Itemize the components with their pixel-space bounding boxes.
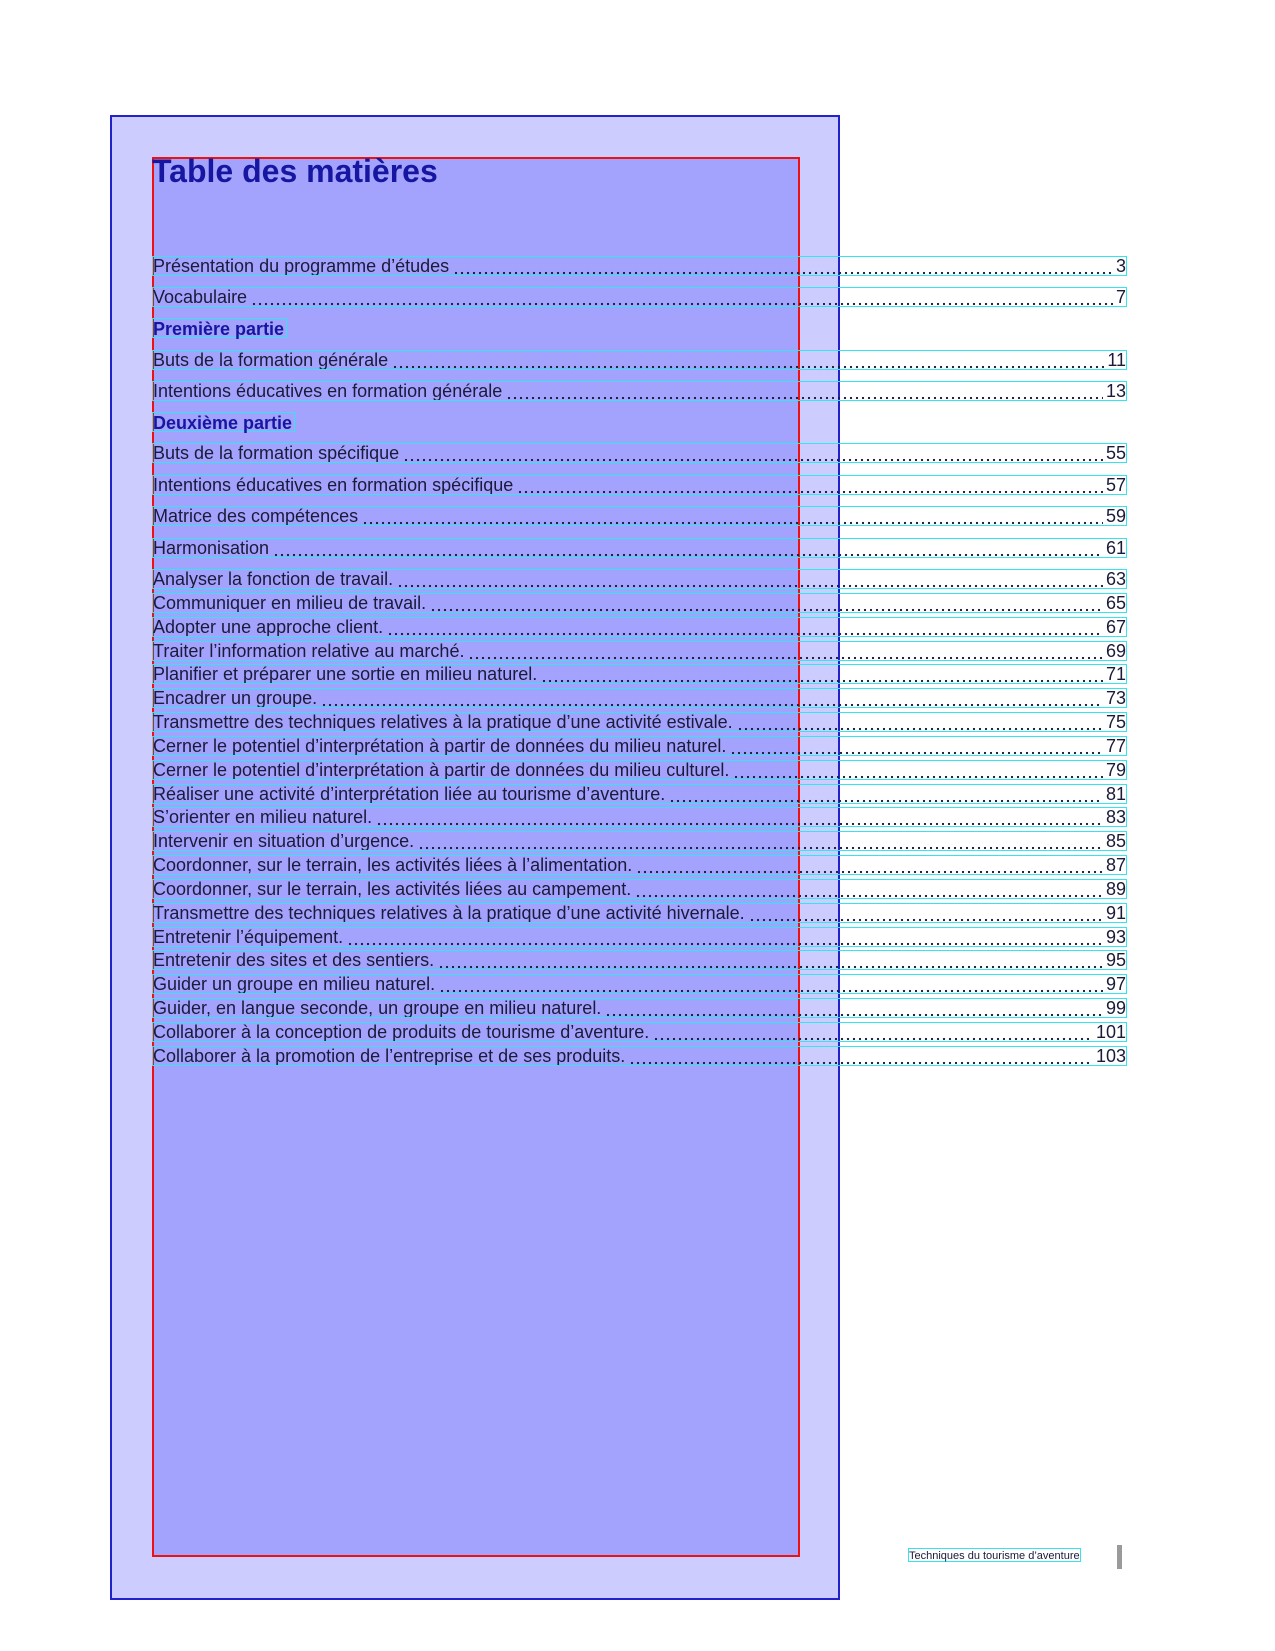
dot-leader [392,351,1104,369]
toc-entry-competency[interactable] [152,1022,1127,1042]
toc-entry-label: Harmonisation [153,538,270,558]
toc-heading-part-2: Deuxième partie [152,412,295,432]
toc-entry-label: Adopter une approche client. [153,617,384,637]
toc-entry-label: Coordonner, sur le terrain, les activités liées au campement. [153,879,632,899]
toc-entry-label: Vocabulaire [153,287,248,307]
toc-entry-page: 77 [1105,736,1126,756]
toc-entry-competency[interactable] [152,927,1127,947]
toc-entry-buts-formation-generale[interactable] [152,350,1127,370]
toc-entry-label: Entretenir l’équipement. [153,927,344,947]
dot-leader [517,476,1103,494]
toc-entry-label: Coordonner, sur le terrain, les activités liées à l’alimentation. [153,855,633,875]
dot-leader [403,444,1103,462]
toc-entry-page: 95 [1105,950,1126,970]
page-title: Table des matières [152,153,438,189]
toc-entry-page: 91 [1105,903,1126,923]
toc-entry-label: Matrice des compétences [153,506,359,526]
toc-entry-competency[interactable] [152,688,1127,708]
toc-entry-label: S’orienter en milieu naturel. [153,807,373,827]
toc-entry-page: 103 [1095,1046,1126,1066]
toc-entry-page: 55 [1105,443,1126,463]
toc-entry-competency[interactable] [152,664,1127,684]
toc-entry-competency[interactable] [152,593,1127,613]
toc-entry-label: Guider un groupe en milieu naturel. [153,974,436,994]
toc-entry-page: 59 [1105,506,1126,526]
dot-leader [347,928,1103,946]
dot-leader [629,1047,1093,1065]
dot-leader [397,570,1103,588]
toc-entry-page: 99 [1105,998,1126,1018]
toc-entry-label: Cerner le potentiel d’interprétation à partir de données du milieu naturel. [153,736,727,756]
dot-leader [321,689,1103,707]
toc-entry-page: 93 [1105,927,1126,947]
toc-entry-harmonisation[interactable] [152,538,1127,558]
toc-entry-label: Présentation du programme d’études [153,256,450,276]
toc-entry-label: Buts de la formation générale [153,350,389,370]
toc-entry-competency[interactable] [152,736,1127,756]
dot-leader [418,832,1103,850]
toc-entry-page: 67 [1105,617,1126,637]
toc-entry-label: Guider, en langue seconde, un groupe en milieu naturel. [153,998,602,1018]
dot-leader [273,539,1103,557]
toc-entry-competency[interactable] [152,950,1127,970]
dot-leader [653,1023,1093,1041]
dot-leader [430,594,1103,612]
toc-entry-page: 97 [1105,974,1126,994]
dot-leader [439,975,1103,993]
dot-leader [376,808,1103,826]
toc-entry-page: 87 [1105,855,1126,875]
toc-entry-label: Planifier et préparer une sortie en milieu naturel. [153,664,538,684]
toc-entry-label: Transmettre des techniques relatives à la pratique d’une activité estivale. [153,712,733,732]
toc-entry-competency[interactable] [152,855,1127,875]
toc-entry-competency[interactable] [152,784,1127,804]
toc-entry-competency[interactable] [152,641,1127,661]
dot-leader [636,856,1103,874]
toc-entry-label: Intentions éducatives en formation spécifique [153,475,514,495]
toc-entry-competency[interactable] [152,974,1127,994]
toc-entry-label: Intentions éducatives en formation générale [153,381,503,401]
running-footer: Techniques du tourisme d’aventure [909,1550,1080,1562]
toc-entry-label: Réaliser une activité d’interprétation liée au tourisme d’aventure. [153,784,666,804]
toc-entry-intentions-formation-specifique[interactable] [152,475,1127,495]
dot-leader [733,761,1103,779]
toc-entry-presentation[interactable] [152,256,1127,276]
toc-entry-label: Collaborer à la conception de produits de tourisme d’aventure. [153,1022,650,1042]
toc-entry-vocabulaire[interactable] [152,287,1127,307]
toc-entry-page: 61 [1105,538,1126,558]
toc-entry-label: Collaborer à la promotion de l’entreprise et de ses produits. [153,1046,626,1066]
toc-entry-competency[interactable] [152,903,1127,923]
toc-entry-label: Transmettre des techniques relatives à la pratique d’une activité hivernale. [153,903,745,923]
toc-heading-part-1: Première partie [152,318,287,338]
toc-entry-page: 75 [1105,712,1126,732]
toc-entry-page: 13 [1105,381,1126,401]
toc-entry-label: Entretenir des sites et des sentiers. [153,950,435,970]
dot-leader [669,785,1103,803]
dot-leader [635,880,1103,898]
toc-entry-page: 69 [1105,641,1126,661]
toc-entry-competency[interactable] [152,879,1127,899]
toc-entry-intentions-formation-generale[interactable] [152,381,1127,401]
dot-leader [737,713,1103,731]
toc-entry-competency[interactable] [152,807,1127,827]
dot-leader [605,999,1103,1017]
dot-leader [541,665,1103,683]
toc-entry-page: 63 [1105,569,1126,589]
dot-leader [730,737,1103,755]
toc-entry-competency[interactable] [152,617,1127,637]
toc-entry-page: 3 [1115,256,1126,276]
dot-leader [453,257,1113,275]
toc-entry-page: 73 [1105,688,1126,708]
toc-entry-page: 11 [1107,350,1126,370]
toc-entry-competency[interactable] [152,831,1127,851]
footer-bar [1117,1545,1122,1569]
dot-leader [362,507,1103,525]
toc-entry-competency[interactable] [152,998,1127,1018]
toc-entry-competency[interactable] [152,712,1127,732]
toc-entry-page: 101 [1095,1022,1126,1042]
toc-entry-page: 57 [1105,475,1126,495]
toc-entry-label: Buts de la formation spécifique [153,443,400,463]
toc-entry-page: 79 [1105,760,1126,780]
toc-entry-label: Encadrer un groupe. [153,688,318,708]
toc-entry-competency[interactable] [152,569,1127,589]
toc-entry-label: Analyser la fonction de travail. [153,569,394,589]
dot-leader [468,642,1103,660]
dot-leader [749,904,1103,922]
toc-entry-page: 89 [1105,879,1126,899]
dot-leader [251,288,1113,306]
toc-entry-label: Traiter l’information relative au marché. [153,641,465,661]
dot-leader [387,618,1103,636]
toc-entry-label: Communiquer en milieu de travail. [153,593,427,613]
toc-entry-page: 71 [1105,664,1126,684]
toc-entry-page: 7 [1115,287,1126,307]
dot-leader [438,951,1103,969]
toc-entry-page: 81 [1105,784,1126,804]
toc-entry-label: Cerner le potentiel d’interprétation à partir de données du milieu culturel. [153,760,730,780]
toc-entry-buts-formation-specifique[interactable] [152,443,1127,463]
toc-entry-competency[interactable] [152,1046,1127,1066]
toc-entry-page: 83 [1105,807,1126,827]
dot-leader [506,382,1103,400]
toc-entry-label: Intervenir en situation d’urgence. [153,831,415,851]
toc-entry-page: 85 [1105,831,1126,851]
toc-entry-page: 65 [1105,593,1126,613]
toc-entry-competency[interactable] [152,760,1127,780]
toc-entry-matrice[interactable] [152,506,1127,526]
